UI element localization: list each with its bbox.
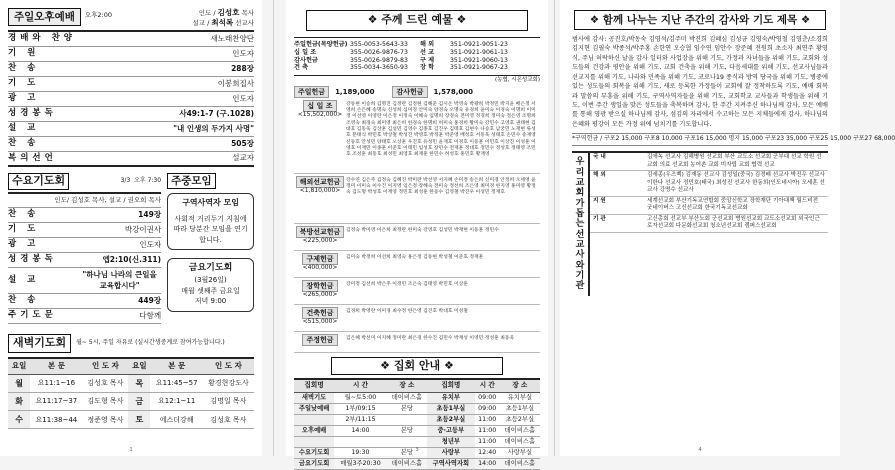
order-row [8, 294, 161, 309]
table-cell: 김명일 목사 [203, 392, 254, 410]
table-cell: 데이비스홀 [387, 392, 427, 403]
wednesday-leaders: 인도/ 김성호 목사, 설교 / 권오희 목사 [8, 194, 161, 208]
list-item [590, 215, 828, 233]
table-cell: 에스더강해 [150, 411, 202, 429]
mission-category: 국 내 [593, 154, 606, 161]
table-cell: 요11:45~57 [150, 374, 202, 392]
supported-missions [572, 151, 828, 295]
account-label: 감사헌금 [294, 56, 318, 64]
cell-leaders-meeting-body: 사회적 거리두기 지침에 따라 당분간 모임을 연기합니다. [173, 214, 248, 244]
offering-entry [294, 102, 540, 174]
afternoon-order-list [0, 32, 262, 167]
order-label: 기 원 [8, 48, 40, 59]
account-number: 351-0921-9051-23 [450, 40, 508, 48]
page-number: 4 [698, 446, 702, 453]
bank-accounts [294, 37, 540, 77]
order-value: "하나님 나라의 큰일을 교육합시다" [82, 270, 157, 290]
bulletin-page-1 [0, 0, 262, 456]
friday-prayer-when: 매월 셋째주 금요일 [181, 286, 240, 295]
table-row [8, 374, 254, 392]
order-row [8, 309, 161, 324]
table-cell: 김도형 목사 [83, 392, 129, 410]
label-char: 교 [575, 177, 585, 188]
column-header: 집회명 [294, 379, 334, 392]
offering-label: 북방선교헌금 [296, 226, 345, 238]
page-number: 1 [129, 446, 133, 453]
table-cell [387, 414, 427, 425]
preacher-role: 선교사 [235, 19, 254, 28]
account-number: 351-0921-9061-13 [450, 48, 508, 56]
label-char: 선 [575, 229, 585, 240]
cell-leaders-meeting-box [167, 193, 254, 250]
dawn-prayer-header [8, 334, 254, 353]
preacher-name: 최석복 [211, 18, 234, 28]
column-header: 요일 [128, 358, 150, 374]
offering-label: 십 일 조 [303, 100, 336, 112]
account-label: 주일헌금(목양헌금) [294, 40, 348, 48]
weekly-meetings-title: 주중모임 [167, 173, 216, 189]
offering-label: 주일헌금 [294, 86, 329, 98]
friday-prayer-date: (3월26일) [194, 276, 227, 285]
offering-amount: <15,502,000> [297, 110, 343, 118]
wednesday-datetime [121, 178, 161, 185]
table-cell: 요11:17~37 [30, 392, 82, 410]
order-label: 성경봉독 [8, 108, 57, 119]
order-label: 찬 송 [8, 138, 40, 149]
table-cell: 14:00 [475, 458, 500, 469]
offering-entry [294, 255, 540, 278]
page-divider [273, 0, 274, 456]
table-cell: 토 [128, 411, 150, 429]
table-cell: 12:40 [475, 447, 500, 458]
cell-offering-note: *구역헌금 / 구포2 15,000 구포8 10,000 구포16 15,000 명지 15,000 구포23 35,000 구포25 15,000 구포27 68,000 [572, 133, 828, 146]
mission-category: 지 원 [593, 197, 606, 204]
table-cell: 초등2부실 [427, 414, 475, 425]
table-cell: 사랑부 [427, 447, 475, 458]
label-char: 돕 [575, 208, 585, 219]
order-label: 찬 송 [8, 295, 40, 306]
friday-prayer-time: 저녁 9:00 [194, 297, 227, 306]
account-line [294, 41, 414, 49]
offering-amount: 1,189,000 [335, 87, 375, 96]
order-value: 인도자 [232, 93, 254, 103]
table-row [294, 403, 540, 414]
order-row [8, 208, 161, 223]
account-label: 장 학 [420, 64, 435, 72]
offering-entry-head [294, 309, 346, 328]
order-row [8, 107, 254, 122]
offering-label: 구제헌금 [302, 253, 337, 265]
offering-label: 장학헌금 [302, 280, 337, 292]
order-label: 주기도문 [8, 310, 57, 321]
offering-amount: 1,578,000 [433, 87, 473, 96]
wednesday-service [8, 173, 161, 324]
label-char: 우 [575, 157, 585, 168]
offering-label: 주정헌금 [302, 334, 337, 346]
offering-amount: <515,000> [302, 317, 338, 325]
account-line [420, 64, 540, 72]
order-label: 광 고 [8, 239, 40, 250]
table-cell: 정준영 목사 [83, 411, 129, 429]
table-cell: 구역사역자회 [427, 458, 475, 469]
account-number: 351-0921-9060-13 [450, 56, 508, 64]
label-char: 교 [575, 239, 585, 250]
order-label: 경배와 찬양 [8, 33, 77, 44]
offering-entry [294, 178, 540, 224]
table-cell: 데이비스홀 [387, 458, 427, 469]
table-cell: 사랑부실 [500, 447, 540, 458]
leader-label: 인도 [198, 9, 212, 17]
donor-names: 김경희 박영란 이미경 최수정 한은영 김진호 박대호 이성철 [346, 308, 468, 314]
table-cell: 목 [128, 374, 150, 392]
missions-vertical-label [572, 153, 590, 295]
column-header: 본 문 [150, 358, 202, 374]
order-value: "내 인생의 두가지 사명" [173, 123, 254, 133]
order-value: 149장 [138, 210, 162, 220]
table-cell: 오후예배 [294, 425, 334, 436]
account-number: 355-0034-3650-93 [350, 64, 408, 72]
offering-entry [294, 282, 540, 305]
table-cell: 09:00 [475, 392, 500, 403]
donor-names: 김정숙 박미영 이은희 최정란 한미숙 강영호 김성민 박재현 이동훈 정민수 [346, 227, 499, 233]
offering-label: 감사헌금 [392, 86, 427, 98]
column-header: 장 소 [387, 379, 427, 392]
order-label: 설 교 [8, 123, 40, 134]
bulletin-page-4 [560, 0, 895, 456]
prayer-body: 범사에 감사: 공진호/박동숙 김영석/김주미 박진희 김혜심 김성금 김영숙/박영철 김영춘/소경희 김지현 김필숙 박종석/박주홍 손한연 오승협 임수연 임안수 장준혜 전원희 초소자 최연주 황영식, 주님 허락하신 날을 감사 일터와 사업장을 위해 기도, 가정과 자녀들을 위해 기도, 교회와 성도들의 건강과 평안을 위해 기도, 교회 건축을 위해 기도, 다음세대를 위해 기도, 선교사님들과 선교지를 위해 기도, 나라와 민족을 위해 기도, 코로나19 종식과 방역 당국을 위해 기도, 병중에 있는 성도들의 회복을 위해 기도, 새로 등록한 가정들이 교회에 잘 정착하도록 기도, 예배 회복과 말씀의 부흥을 위해 기도, 구역사역자들을 위해 기도, 교회학교 교사들과 학생들을 위해 기도, 이번 주간 생일을 맞은 성도들을 축복하며 감사, 한 주간 지켜주신 하나님께 감사, 모든 예배를 통해 영광 받으실 하나님께 감사, 섬김의 자리에서 수고하는 모든 지체들에게 감사, 하나님의 은혜와 평강이 모든 가정 위에 넘치기를 기도합니다. [572, 36, 828, 128]
offering-entry-head [294, 228, 346, 247]
leader-role: 목사 [241, 9, 254, 17]
order-row [8, 152, 254, 167]
offering-entry-head [294, 102, 346, 170]
label-char: 와 [575, 260, 585, 271]
order-row [8, 268, 161, 294]
table-cell: 요11:38~44 [30, 411, 82, 429]
table-cell: 매월3주20:30 [334, 458, 387, 469]
leader-name: 김성호 [217, 8, 240, 17]
list-item [590, 197, 828, 215]
offering-entry-head [294, 336, 346, 349]
column-header: 시 간 [475, 379, 500, 392]
account-label: 선 교 [420, 48, 435, 56]
mission-text: 고신총회 선교부 부산노회 군선교회 병원선교회 교도소선교회 외국인근로자선교회 다문화선교회 청소년선교회 캠퍼스선교회 [647, 215, 820, 230]
table-cell: 수요기도회 [294, 447, 334, 458]
table-cell: 금 [128, 392, 150, 410]
table-header-row [8, 358, 254, 374]
column-header: 인 도 자 [83, 358, 129, 374]
table-row [8, 392, 254, 410]
weekly-meetings [167, 173, 254, 324]
order-value: 505장 [231, 138, 254, 148]
missions-list [590, 153, 828, 295]
donor-names: 김은혜 박선미 이지혜 정미란 최은경 한수진 김민수 박재성 이영민 정성훈 최동욱 [346, 335, 515, 341]
page-number: 3 [415, 446, 419, 453]
accounts-bank-note: (농협, 시온성교회) [495, 77, 540, 84]
table-cell: 중·고등부 [427, 425, 475, 436]
table-header-row [294, 379, 540, 392]
order-label: 기 도 [8, 224, 40, 235]
dawn-prayer-note: 월~ 5시, 주일 자유로 (실시간생중계로 참여가능합니다.) [76, 339, 225, 347]
mission-category: 기 관 [593, 215, 606, 222]
table-cell: 초등2부실 [500, 414, 540, 425]
wednesday-header [8, 173, 161, 194]
afternoon-service-leaders: 인도 / 김성호 목사 설교 / 최석복 선교사 [192, 8, 254, 28]
bulletin-page-3 [286, 0, 548, 468]
order-label: 찬 송 [8, 209, 40, 220]
table-cell: 유치부실 [500, 392, 540, 403]
table-cell: 요11:1~16 [30, 374, 82, 392]
order-row [8, 223, 161, 238]
list-item [590, 153, 828, 171]
offering-amount: <1,810,000> [299, 186, 341, 194]
table-cell: 새벽기도 [294, 392, 334, 403]
mission-text: 세계선교회 부산기독교연합회 중앙신학교 장학재단 기아대책 월드비전 굿네이버스 고신선교회 한국기독교선교회 [647, 197, 818, 212]
afternoon-service-title: 주일오후예배 [8, 8, 81, 26]
table-cell: 데이비스홀 [500, 425, 540, 436]
account-number: 355-0053-5643-33 [350, 40, 408, 48]
account-line [420, 57, 540, 65]
table-cell: 청년부 [427, 436, 475, 447]
order-value: 288장 [231, 63, 254, 73]
meetings-title: ❖ 집회 안내 ❖ [331, 357, 503, 376]
donor-names: 강미정 김선희 박은주 이정민 조은숙 김태영 박민호 이상훈 [346, 281, 468, 287]
table-cell: 초등1부실 [427, 403, 475, 414]
account-line [294, 57, 414, 65]
table-cell: 11:00 [475, 425, 500, 436]
label-char: 리 [575, 167, 585, 178]
table-cell: 09:00 [475, 403, 500, 414]
dawn-prayer-table [8, 357, 254, 429]
order-row [8, 137, 254, 152]
list-item [590, 171, 828, 196]
offering-entry-head [294, 282, 346, 301]
column-header: 집회명 [427, 379, 475, 392]
account-line [294, 49, 414, 57]
order-value: 449장 [138, 296, 162, 306]
accounts-column [414, 41, 540, 73]
order-row [8, 122, 254, 137]
column-header: 본 문 [30, 358, 82, 374]
order-value: 이봉희집사 [217, 78, 254, 88]
table-cell: 19:30 [334, 447, 387, 458]
table-row [294, 414, 540, 425]
accounts-column [294, 41, 414, 73]
offering-entry-head [294, 178, 346, 220]
account-label: 건 축 [294, 64, 309, 72]
order-value: 인도자 [232, 48, 254, 58]
wednesday-section [8, 173, 254, 324]
offering-totals [294, 86, 540, 98]
label-char: 는 [575, 219, 585, 230]
mission-category: 해 외 [593, 172, 606, 179]
offering-entry [294, 336, 540, 353]
afternoon-service-time: 오후2:00 [84, 11, 113, 19]
table-cell: 1부/09:15 [334, 403, 387, 414]
table-cell: 11:00 [475, 436, 500, 447]
table-cell: 김성호 목사 [83, 374, 129, 392]
order-row [8, 92, 254, 107]
label-char: 기 [575, 270, 585, 281]
order-label: 복의선언 [8, 152, 57, 163]
table-row [294, 458, 540, 469]
column-header: 인 도 자 [203, 358, 254, 374]
table-cell: 데이비스홀 [500, 436, 540, 447]
account-number: 355-0026-9879-83 [350, 56, 408, 64]
prayer-title: ❖ 함께 나누는 지난 주간의 감사와 기도 제목 ❖ [574, 10, 826, 30]
table-cell: 요12:1~11 [150, 392, 202, 410]
table-cell: 14:00 [334, 425, 387, 436]
column-header: 시 간 [334, 379, 387, 392]
order-row [8, 62, 254, 77]
offering-label: 해외선교헌금 [296, 176, 345, 188]
account-line [294, 64, 414, 72]
wednesday-title: 수요기도회 [8, 173, 69, 190]
order-label: 성경봉독 [8, 254, 57, 265]
table-cell: 수 [8, 411, 30, 429]
table-cell: 데이비스홀 [500, 458, 540, 469]
table-cell: 황경현강도사 [203, 374, 254, 392]
label-char: 가 [575, 198, 585, 209]
table-cell: 11:00 [475, 414, 500, 425]
donor-names: 강동현 이승희 김명진 김정란 김정현 김해준 김시온 박영숙 박광희 박정민 박지윤 배은정 서영희 손은혜 송명숙 신성희 심미경 안미숙 양경숙 오명숙 유경희 윤미숙 이경숙 이명희 이미정 이선영 이영란 이은정 이정숙 이혜숙 임명희 장경숙 전미영 정경희 정미숙 정은영 조명희 조영숙 최경숙 최미영 최은희 한경숙 한명희 허미숙 홍경희 황미숙 강민수 고영호 권태현 김대호 김동욱 김상훈 김성민 김영수 김종호 김진우 김태호 김현수 나승호 남궁민 노재현 류성호 문태식 박민호 박상철 박성진 박영호 박정훈 박준영 배성호 서동욱 성태호 손민수 송재영 신동호 안성민 양태호 오상훈 우진호 유성민 윤재호 이경호 이동훈 이민호 이상진 이성훈 이영호 이재민 이종훈 이준호 이태민 임성호 장민수 전재훈 정대호 정민수 정성호 정태영 조민호 조성훈 최동호 최성민 최영호 최재훈 한민수 허성호 홍민호 황재영 [346, 101, 536, 158]
table-cell: 김성호 목사 [203, 411, 254, 429]
order-label: 설 교 [8, 274, 40, 285]
table-cell: 주일낮예배 [294, 403, 334, 414]
wednesday-time: 오후 7:30 [134, 177, 162, 185]
table-cell: 본당 [387, 447, 427, 458]
wednesday-date: 3/3 [120, 177, 131, 185]
column-header: 요일 [8, 358, 30, 374]
dawn-prayer-title: 새벽기도회 [8, 334, 71, 353]
account-number: 355-0026-9876-73 [350, 48, 408, 56]
table-cell [294, 414, 334, 425]
table-cell: 2부/11:15 [334, 414, 387, 425]
order-row [8, 47, 254, 62]
offering-amount: <265,000> [302, 290, 338, 298]
order-value: 사49:1-7 (구.1028) [179, 108, 254, 118]
offering-entry [294, 228, 540, 251]
order-value: 인도자 [139, 240, 162, 250]
friday-prayer-box [167, 258, 254, 312]
friday-prayer-title: 금요기도회 [188, 263, 233, 273]
account-line [420, 41, 540, 49]
mission-text: 김에녹 선교사 김해병원 선교회 부산 교도소 선교회 군부대 선교 학원 선교회 의료 선교회 농어촌 교회 미자립 교회 협력 선교 [647, 154, 822, 168]
offering-label: 건축헌금 [302, 307, 337, 319]
order-row [8, 253, 161, 268]
order-label: 기 도 [8, 78, 40, 89]
table-cell: 월~토5:00 [334, 392, 387, 403]
account-line [420, 49, 540, 57]
order-row [8, 77, 254, 92]
column-header: 장 소 [500, 379, 540, 392]
table-row [294, 425, 540, 436]
table-cell: 화 [8, 392, 30, 410]
table-cell: 본당 [387, 425, 427, 436]
cell-leaders-meeting-title: 구역사역자 모임 [182, 198, 239, 208]
table-cell: 월 [8, 374, 30, 392]
account-number: 351-0921-9067-23 [450, 64, 508, 72]
account-label: 십 일 조 [294, 48, 317, 56]
afternoon-service-header [8, 8, 254, 28]
label-char: 관 [575, 281, 585, 292]
mission-text: 김세종(우즈벡) 김재동 선교사 김성일(중국) 김경배 선교사 박진우 선교사 이한나 선교사 정민호(태국) 최성진 선교사 한동희(인도네시아) 오세훈 선교사 강명수 선교사 [647, 172, 825, 194]
order-value: 박강이권사 [124, 225, 162, 235]
table-row [8, 411, 254, 429]
order-value: 다함께 [139, 311, 162, 321]
table-cell: 본당 [387, 403, 427, 414]
account-label: 구 제 [420, 56, 435, 64]
order-row [8, 238, 161, 253]
label-char: 사 [575, 250, 585, 261]
order-value: 설교자 [232, 153, 254, 163]
order-row [8, 32, 254, 47]
preacher-label: 설교 [192, 19, 205, 28]
table-row [294, 392, 540, 403]
offering-entry [294, 309, 540, 332]
meetings-table [294, 378, 540, 470]
donor-names: 강수연 김은주 김정숙 김혜진 박미란 박선영 서지혜 손미정 송은희 신미경 안정희 오세영 윤정미 이미숙 이수진 이지영 임은정 장혜숙 전미숙 정선희 조은영 최미경 한지영 홍미영 황정숙 김도형 박성호 이재영 정민호 최성훈 한동수 김영철 박진우 이성민 정재호 [346, 177, 536, 196]
donor-names: 김미숙 박정희 이선희 최영숙 홍은정 김동현 박성철 이준호 정재훈 [346, 254, 484, 260]
table-cell: 유치부 [427, 392, 475, 403]
account-label: 해 외 [420, 40, 435, 48]
order-value: 엡2:10(신.311) [102, 255, 162, 265]
offering-amount: <400,000> [302, 263, 338, 271]
offering-amount: <225,000> [302, 236, 338, 244]
offering-entry-head [294, 255, 346, 274]
page-divider [554, 0, 555, 456]
table-cell: 초등1부실 [500, 403, 540, 414]
label-char: 회 [575, 188, 585, 199]
table-cell: 금요기도회 [294, 458, 334, 469]
order-label: 찬 송 [8, 63, 40, 74]
order-value: 새노래찬양단 [210, 33, 254, 43]
order-label: 광 고 [8, 93, 40, 104]
offerings-title: ❖ 주께 드린 예물 ❖ [306, 10, 528, 31]
